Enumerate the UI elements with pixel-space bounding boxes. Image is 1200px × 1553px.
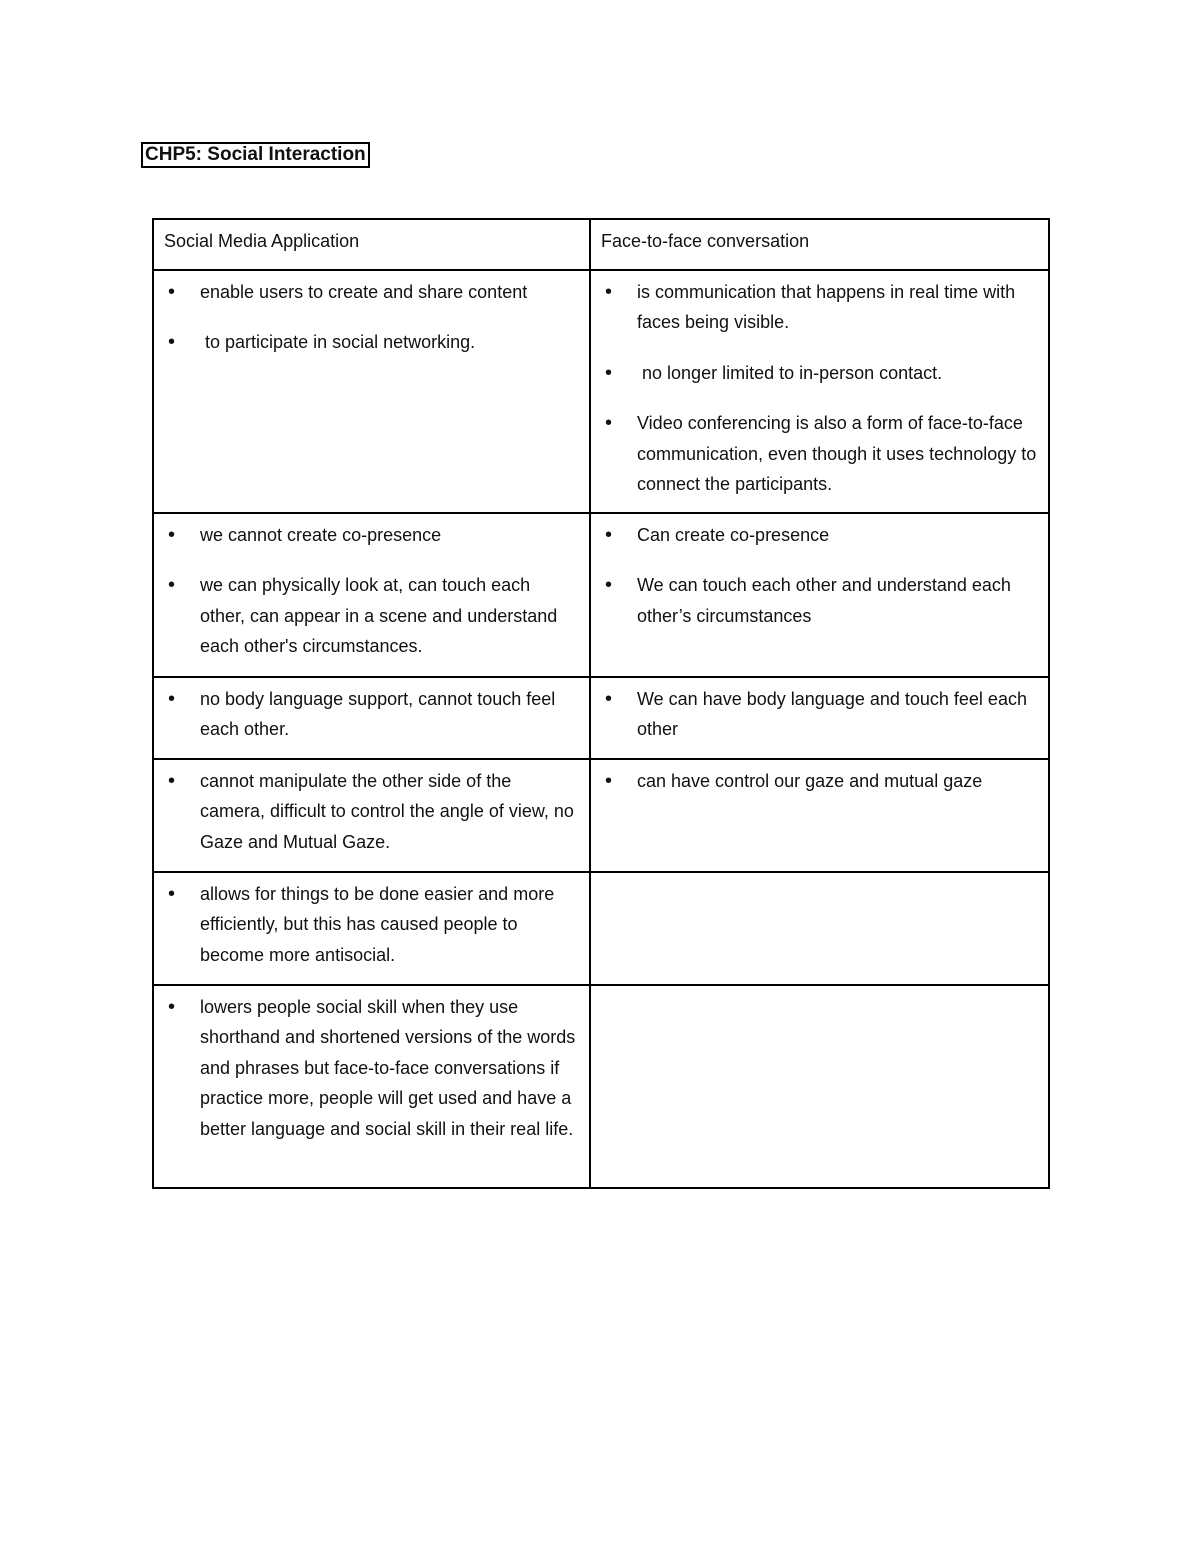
list-item: • no body language support, cannot touch feel each other. — [164, 684, 579, 745]
bullet-list — [164, 684, 579, 745]
list-item: • cannot manipulate the other side of the camera, difficult to control the angle of view, no Gaze and Mutual Gaze. — [164, 766, 579, 858]
header-face-to-face: Face-to-face conversation — [590, 219, 1049, 270]
bullet-list — [601, 520, 1038, 632]
social-media-cell — [153, 759, 590, 872]
list-item: • can have control our gaze and mutual gaze — [601, 766, 1038, 797]
bullet-list — [164, 766, 579, 858]
face-to-face-cell — [590, 677, 1049, 759]
table-row — [153, 513, 1049, 677]
list-item: • no longer limited to in-person contact. — [601, 358, 1038, 389]
table-row — [153, 985, 1049, 1188]
social-media-cell — [153, 872, 590, 985]
list-item: • allows for things to be done easier and more efficiently, but this has caused people to become more antisocial. — [164, 879, 579, 971]
comparison-table — [152, 218, 1050, 1189]
table-row — [153, 270, 1049, 513]
social-media-cell — [153, 513, 590, 677]
bullet-list — [164, 520, 579, 662]
list-item: • to participate in social networking. — [164, 327, 579, 358]
face-to-face-cell-empty — [590, 985, 1049, 1188]
list-item: • Can create co-presence — [601, 520, 1038, 551]
table-row — [153, 759, 1049, 872]
bullet-list — [601, 684, 1038, 745]
list-item: • we cannot create co-presence — [164, 520, 579, 551]
face-to-face-cell — [590, 759, 1049, 872]
list-item: • We can touch each other and understand each other’s circumstances — [601, 570, 1038, 631]
bullet-list — [601, 277, 1038, 500]
table-header-row — [153, 219, 1049, 270]
face-to-face-cell — [590, 513, 1049, 677]
bullet-list — [164, 277, 579, 358]
list-item: • we can physically look at, can touch each other, can appear in a scene and understand each other's circumstances. — [164, 570, 579, 662]
list-item: • lowers people social skill when they use shorthand and shortened versions of the words and phrases but face-to-face conversations if practice more, people will get used and have a better language and social skill in their real life. — [164, 992, 579, 1145]
table-row — [153, 872, 1049, 985]
face-to-face-cell-empty — [590, 872, 1049, 985]
list-item: • enable users to create and share content — [164, 277, 579, 308]
face-to-face-cell — [590, 270, 1049, 513]
bullet-list — [601, 766, 1038, 797]
document-title: CHP5: Social Interaction — [141, 142, 370, 168]
social-media-cell — [153, 270, 590, 513]
social-media-cell — [153, 985, 590, 1188]
bullet-list — [164, 879, 579, 971]
bullet-list — [164, 992, 579, 1145]
list-item: • We can have body language and touch feel each other — [601, 684, 1038, 745]
table-row — [153, 677, 1049, 759]
list-item: • Video conferencing is also a form of face-to-face communication, even though it uses technology to connect the participants. — [601, 408, 1038, 500]
header-social-media: Social Media Application — [153, 219, 590, 270]
social-media-cell — [153, 677, 590, 759]
list-item: • is communication that happens in real time with faces being visible. — [601, 277, 1038, 338]
